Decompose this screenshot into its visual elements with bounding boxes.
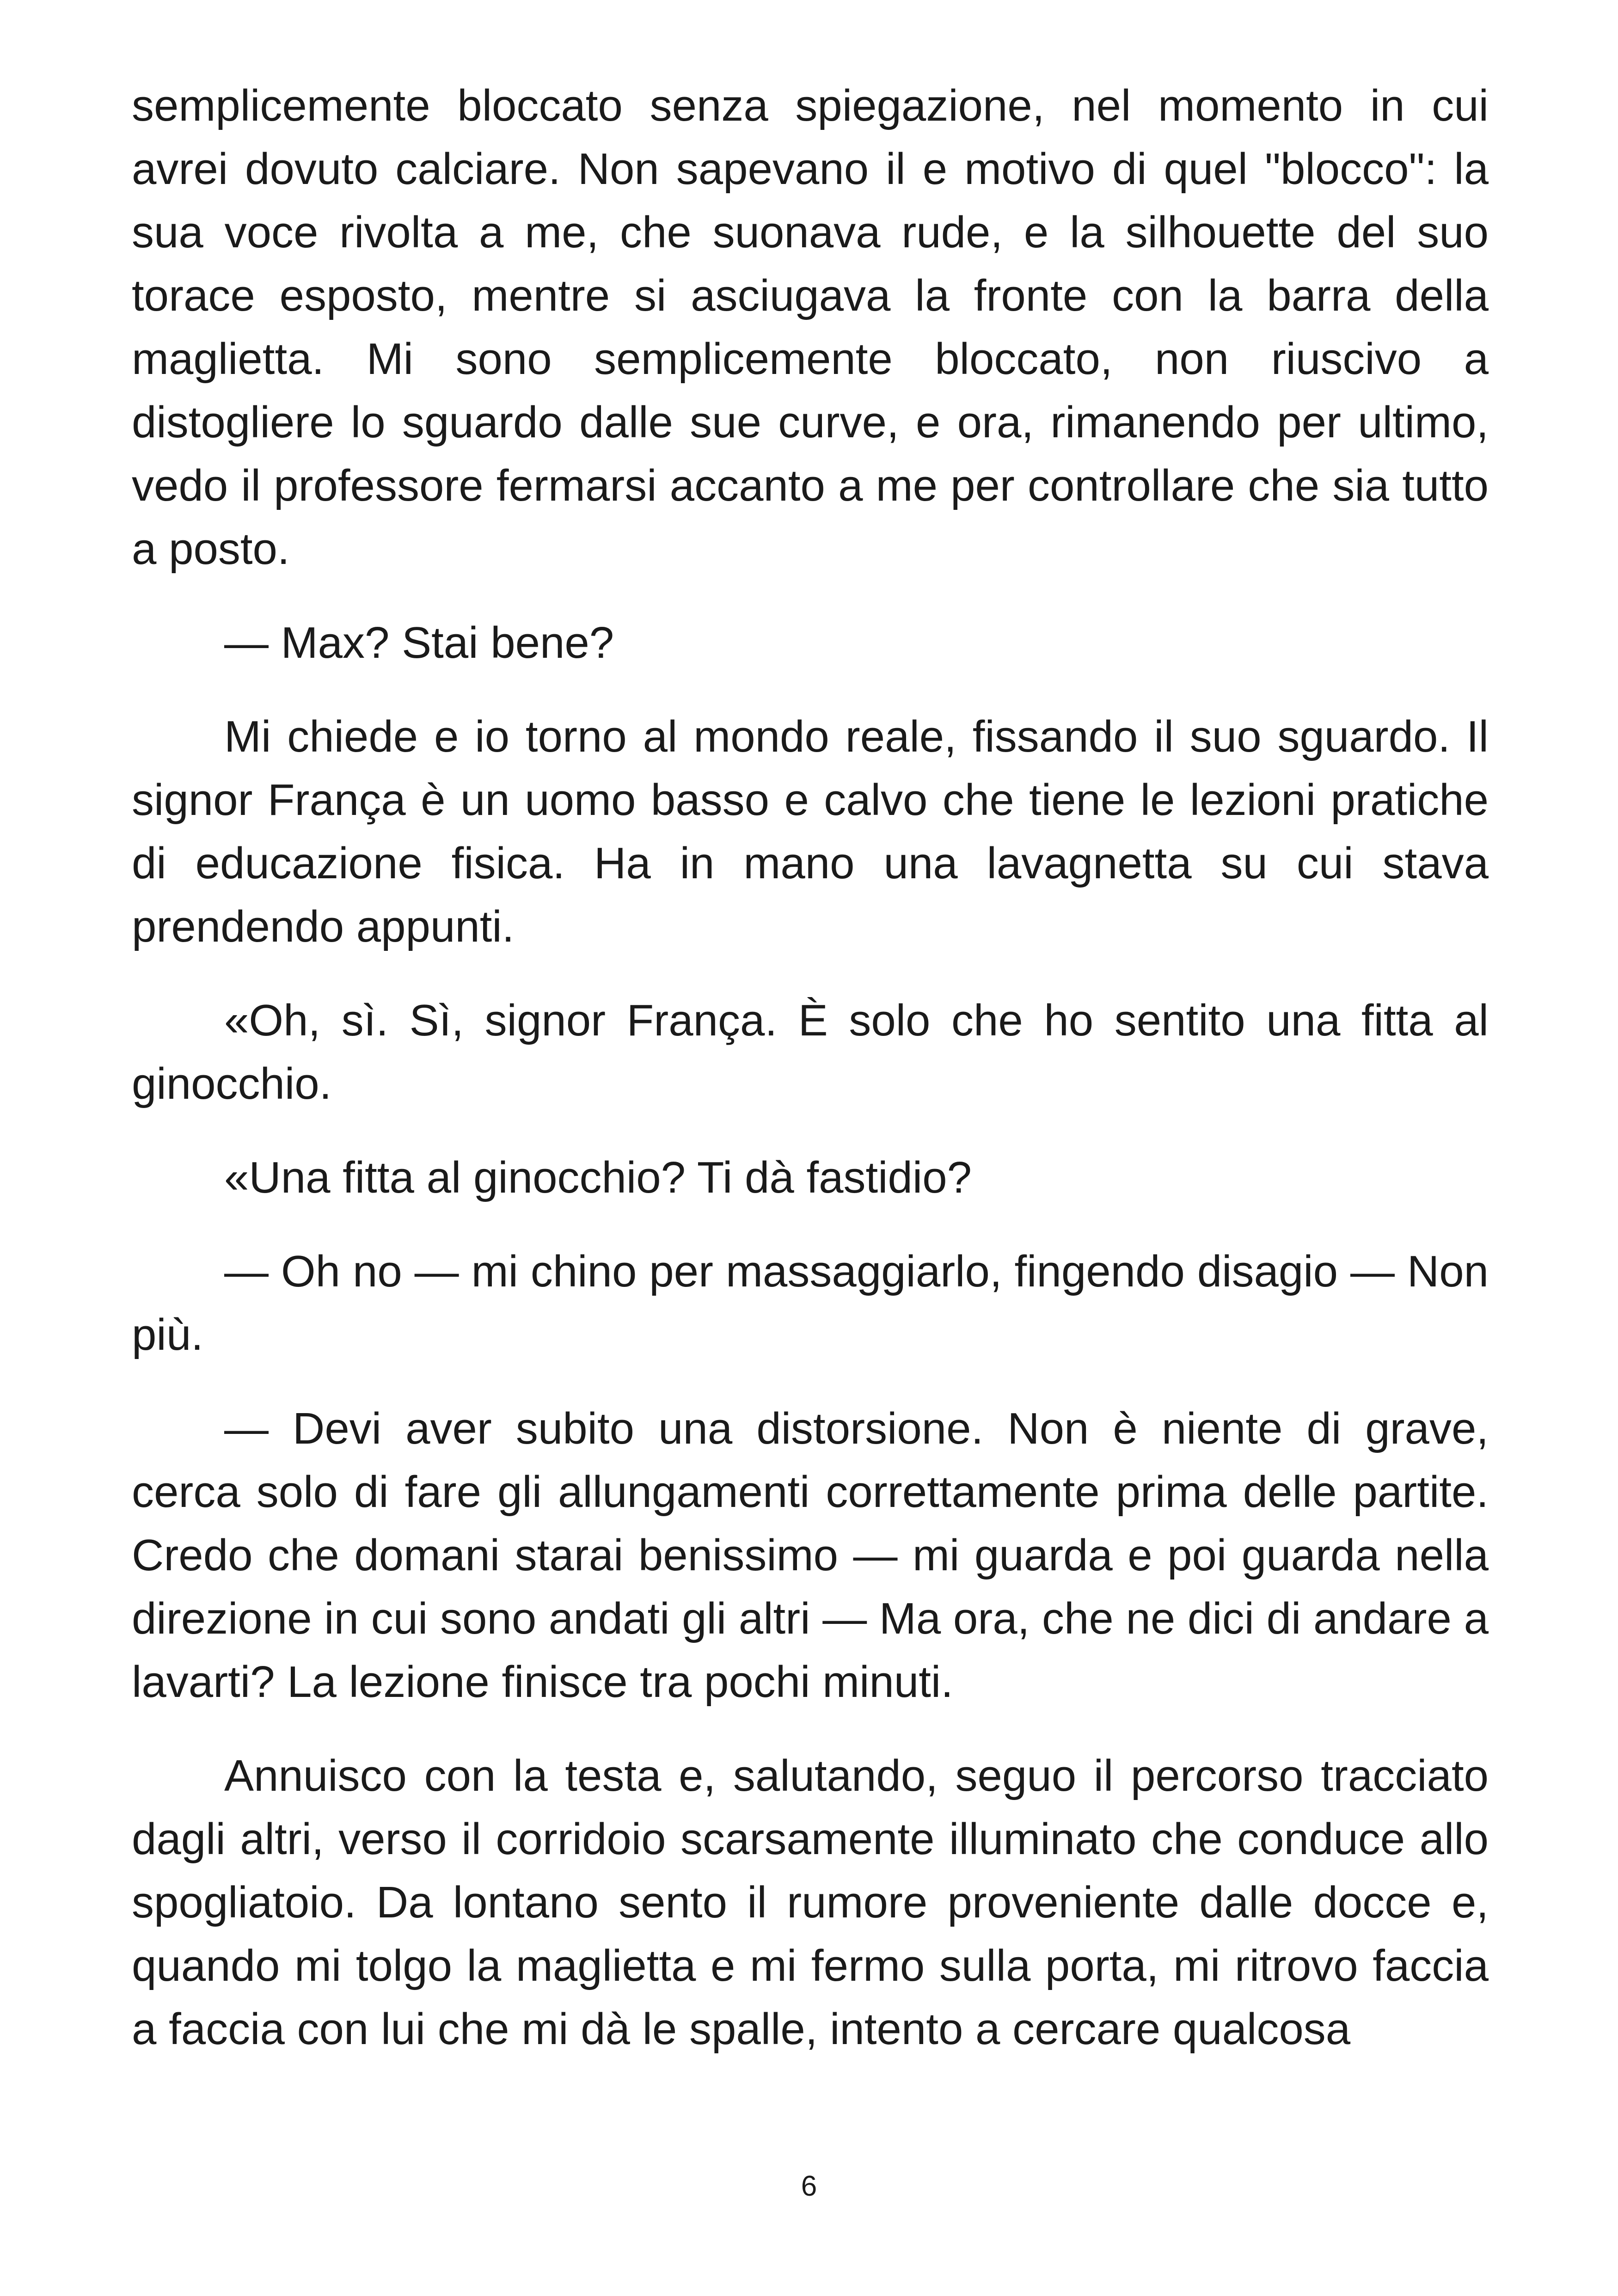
paragraph: — Devi aver subito una distorsione. Non è niente di grave, cerca solo di fare gli allungamenti correttamente prima delle partite. Credo che domani starai benissimo — mi guarda e poi guarda nella direzione in cui sono andati gli altri — Ma ora, che ne dici di andare a lavarti? La lezione finisce tra pochi minuti. [132, 1404, 1489, 1707]
paragraph: semplicemente bloccato senza spiegazione, nel momento in cui avrei dovuto calciare. Non sapevano il e motivo di quel "blocco": la sua voce rivolta a me, che suonava rude, e la silhouette del suo torace esposto, mentre si asciugava la fronte con la barra della maglietta. Mi sono semplicemente bloccato, non riuscivo a distogliere lo sguardo dalle sue curve, e ora, rimanendo per ultimo, vedo il professore fermarsi accanto a me per controllare che sia tutto a posto. [132, 81, 1489, 574]
page-number: 6 [801, 2170, 817, 2202]
paragraph: — Oh no — mi chino per massaggiarlo, fingendo disagio — Non più. [132, 1247, 1489, 1359]
paragraph: Mi chiede e io torno al mondo reale, fissando il suo sguardo. Il signor França è un uomo basso e calvo che tiene le lezioni pratiche di educazione fisica. Ha in mano una lavagnetta su cui stava prendendo appunti. [132, 712, 1489, 951]
paragraph: — Max? Stai bene? [224, 618, 614, 667]
page-body [132, 74, 1489, 2091]
paragraph: Annuisco con la testa e, salutando, seguo il percorso tracciato dagli altri, verso il corridoio scarsamente illuminato che conduce allo spogliatoio. Da lontano sento il rumore proveniente dalle docce e, quando mi tolgo la maglietta e mi fermo sulla porta, mi ritrovo faccia a faccia con lui che mi dà le spalle, intento a cercare qualcosa [132, 1751, 1489, 2054]
paragraph: «Oh, sì. Sì, signor França. È solo che ho sentito una fitta al ginocchio. [132, 996, 1489, 1108]
paragraph: «Una fitta al ginocchio? Ti dà fastidio? [224, 1153, 972, 1202]
